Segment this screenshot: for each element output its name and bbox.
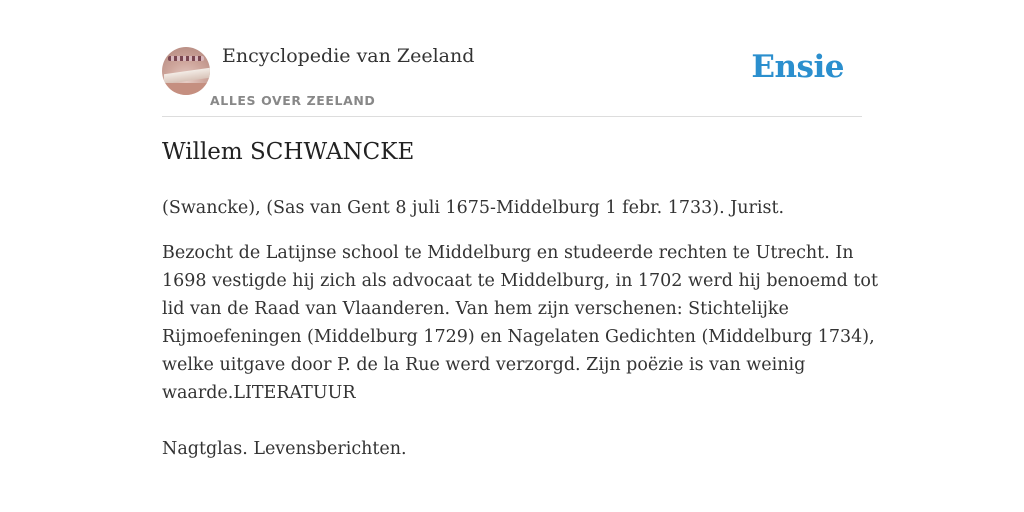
site-title-link[interactable]: Encyclopedie van Zeeland xyxy=(222,45,475,67)
article-body-line: waarde.LITERATUUR xyxy=(162,383,356,403)
avatar-book xyxy=(164,68,210,84)
site-subtitle: ALLES OVER ZEELAND xyxy=(210,93,376,108)
page-container xyxy=(162,0,879,512)
article-body-line: Bezocht de Latijnse school te Middelburg en studeerde rechten te Utrecht. In xyxy=(162,243,854,263)
article-body-line: welke uitgave door P. de la Rue werd verzorgd. Zijn poëzie is van weinig xyxy=(162,355,806,375)
avatar-band xyxy=(168,56,204,61)
ensie-logo[interactable]: Ensie xyxy=(751,49,844,85)
encyclopedia-books-icon[interactable] xyxy=(162,47,210,95)
article-body-line: Rijmoefeningen (Middelburg 1729) en Nagelaten Gedichten (Middelburg 1734), xyxy=(162,327,875,347)
article-lead: (Swancke), (Sas van Gent 8 juli 1675-Middelburg 1 febr. 1733). Jurist. xyxy=(162,198,785,218)
article-body xyxy=(162,239,879,407)
site-header xyxy=(162,0,862,117)
article-sources: Nagtglas. Levensberichten. xyxy=(162,439,407,459)
article-body-line: 1698 vestigde hij zich als advocaat te Middelburg, in 1702 werd hij benoemd tot xyxy=(162,271,879,291)
article-title: Willem SCHWANCKE xyxy=(162,139,415,165)
avatar-book-base xyxy=(162,83,210,95)
article-body-line: lid van de Raad van Vlaanderen. Van hem zijn verschenen: Stichtelijke xyxy=(162,299,789,319)
